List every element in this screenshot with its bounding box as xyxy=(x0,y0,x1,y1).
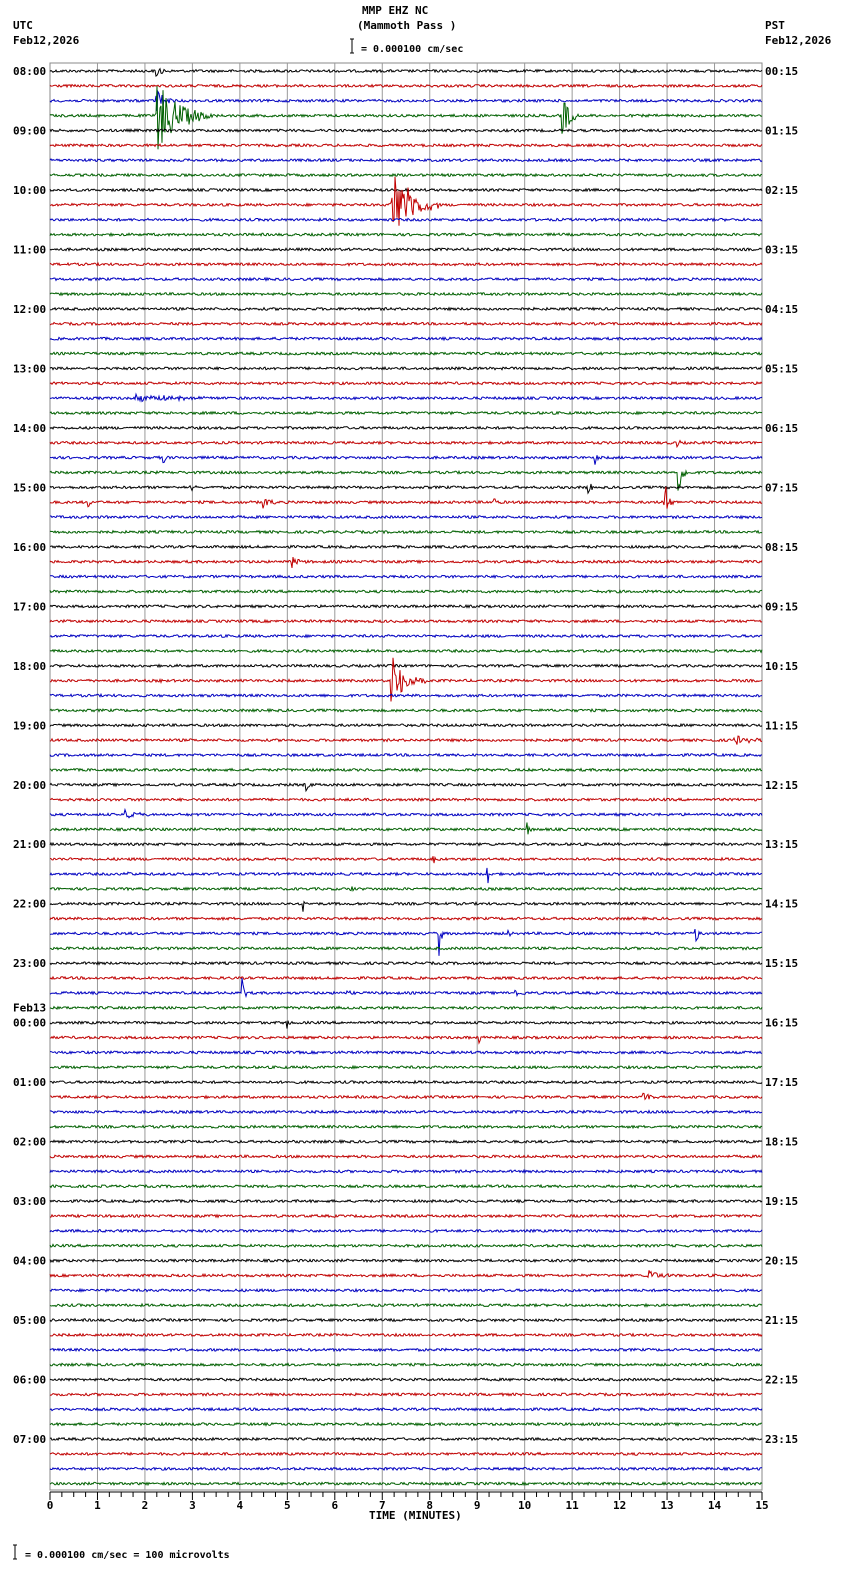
left-hour-label: 22:00 xyxy=(13,897,47,911)
x-tick-label: 11 xyxy=(565,1499,579,1512)
x-tick-label: 1 xyxy=(94,1499,101,1512)
left-date-label: Feb13 xyxy=(13,1001,47,1015)
left-hour-label: 04:00 xyxy=(13,1254,47,1268)
trace-line xyxy=(50,1423,762,1426)
trace-line xyxy=(50,1378,762,1381)
right-timezone: PST xyxy=(765,19,785,32)
trace-line xyxy=(50,962,762,965)
trace-line xyxy=(50,902,762,912)
trace-line xyxy=(50,308,762,311)
left-date: Feb12,2026 xyxy=(13,34,80,47)
right-hour-label: 14:15 xyxy=(765,897,799,911)
x-tick-label: 6 xyxy=(331,1499,339,1512)
left-hour-label: 12:00 xyxy=(13,302,47,316)
trace-line xyxy=(50,293,762,296)
trace-line xyxy=(50,1111,762,1114)
seismic-traces xyxy=(50,69,762,1485)
trace-line xyxy=(50,1126,762,1129)
trace-line xyxy=(50,856,762,863)
trace-line xyxy=(50,441,762,447)
trace-line xyxy=(50,1230,762,1233)
left-hour-label: 02:00 xyxy=(13,1135,47,1149)
trace-line xyxy=(50,233,762,236)
right-hour-label: 11:15 xyxy=(765,719,799,733)
trace-line xyxy=(50,218,762,221)
x-tick-label: 0 xyxy=(46,1499,54,1512)
trace-line xyxy=(50,516,762,519)
trace-line xyxy=(50,531,762,534)
left-hour-label: 23:00 xyxy=(13,957,47,971)
trace-line xyxy=(50,887,762,891)
trace-line xyxy=(50,323,762,326)
trace-line xyxy=(50,823,762,835)
trace-line xyxy=(50,352,762,355)
trace-line xyxy=(50,1244,762,1247)
x-tick-label: 14 xyxy=(707,1499,722,1512)
right-hour-label: 01:15 xyxy=(765,124,799,138)
left-hour-label: 15:00 xyxy=(13,481,47,495)
trace-line xyxy=(50,635,762,638)
trace-line xyxy=(50,1289,762,1292)
right-hour-label: 00:15 xyxy=(765,65,799,78)
trace-line xyxy=(50,1200,762,1203)
trace-line xyxy=(50,455,762,464)
left-hour-label: 01:00 xyxy=(13,1076,47,1090)
right-hour-label: 02:15 xyxy=(765,183,799,197)
right-hour-label: 08:15 xyxy=(765,540,799,554)
trace-line xyxy=(50,337,762,340)
right-hour-label: 16:15 xyxy=(765,1016,799,1030)
trace-line xyxy=(50,977,762,980)
x-tick-label: 10 xyxy=(518,1499,532,1512)
footer-scale-text: = 0.000100 cm/sec = 100 microvolts xyxy=(25,1550,230,1561)
right-hour-label: 21:15 xyxy=(765,1314,799,1328)
left-hour-label: 09:00 xyxy=(13,124,47,138)
trace-line xyxy=(50,929,762,956)
trace-line xyxy=(50,917,762,920)
trace-line xyxy=(50,367,762,370)
trace-line xyxy=(50,394,762,401)
trace-line xyxy=(50,278,762,281)
left-hour-label: 07:00 xyxy=(13,1433,47,1447)
trace-line xyxy=(50,1438,762,1441)
right-date: Feb12,2026 xyxy=(765,34,832,47)
right-hour-label: 09:15 xyxy=(765,600,799,614)
right-hour-label: 05:15 xyxy=(765,362,799,376)
trace-line xyxy=(50,86,762,149)
left-hour-label: 00:00 xyxy=(13,1016,47,1030)
left-hour-label: 03:00 xyxy=(13,1195,47,1209)
right-hour-label: 04:15 xyxy=(765,302,799,316)
trace-line xyxy=(50,868,762,883)
trace-line xyxy=(50,487,762,509)
left-hour-label: 21:00 xyxy=(13,838,47,852)
trace-line xyxy=(50,1215,762,1218)
trace-line xyxy=(50,665,762,668)
trace-line xyxy=(50,724,762,727)
trace-line xyxy=(50,174,762,177)
x-tick-label: 4 xyxy=(236,1499,244,1512)
trace-line xyxy=(50,1051,762,1054)
left-hour-label: 19:00 xyxy=(13,719,47,733)
trace-line xyxy=(50,620,762,623)
x-tick-label: 15 xyxy=(755,1499,769,1512)
x-tick-label: 12 xyxy=(612,1499,627,1512)
trace-line xyxy=(50,650,762,653)
left-hour-label: 06:00 xyxy=(13,1373,47,1387)
trace-line xyxy=(50,1081,762,1084)
trace-line xyxy=(50,1334,762,1337)
trace-line xyxy=(50,978,762,996)
left-hour-label: 20:00 xyxy=(13,778,47,792)
x-tick-label: 9 xyxy=(473,1499,481,1512)
trace-line xyxy=(50,1482,762,1485)
station-line: MMP EHZ NC xyxy=(362,4,429,17)
trace-line xyxy=(50,1393,762,1396)
x-tick-label: 7 xyxy=(378,1499,386,1512)
trace-line xyxy=(50,843,762,846)
right-hour-label: 03:15 xyxy=(765,243,799,257)
trace-line xyxy=(50,810,762,818)
trace-line xyxy=(50,769,762,772)
right-hour-label: 22:15 xyxy=(765,1373,799,1387)
right-hour-label: 13:15 xyxy=(765,838,799,852)
trace-line xyxy=(50,557,762,568)
trace-line xyxy=(50,484,762,493)
left-hour-label: 08:00 xyxy=(13,65,47,78)
trace-line xyxy=(50,1304,762,1307)
left-hour-label: 16:00 xyxy=(13,540,47,554)
trace-line xyxy=(50,1155,762,1158)
left-hour-label: 14:00 xyxy=(13,421,47,435)
right-hour-label: 17:15 xyxy=(765,1076,799,1090)
trace-line xyxy=(50,1363,762,1366)
x-tick-label: 3 xyxy=(189,1499,196,1512)
x-tick-label: 5 xyxy=(284,1499,291,1512)
x-axis-title: TIME (MINUTES) xyxy=(369,1509,462,1522)
trace-line xyxy=(50,709,762,712)
trace-line xyxy=(50,1453,762,1456)
trace-line xyxy=(50,784,762,791)
trace-line xyxy=(50,798,762,801)
left-hour-label: 10:00 xyxy=(13,183,47,197)
trace-line xyxy=(50,1021,762,1029)
trace-line xyxy=(50,1270,762,1277)
left-hour-label: 05:00 xyxy=(13,1314,47,1328)
right-hour-label: 07:15 xyxy=(765,481,799,495)
trace-line xyxy=(50,382,762,385)
trace-line xyxy=(50,1408,762,1411)
trace-line xyxy=(50,694,762,697)
trace-line xyxy=(50,1140,762,1143)
right-hour-label: 12:15 xyxy=(765,778,799,792)
left-hour-label: 18:00 xyxy=(13,659,47,673)
scale-text: = 0.000100 cm/sec xyxy=(361,44,464,55)
trace-line xyxy=(50,1185,762,1188)
trace-line xyxy=(50,546,762,549)
trace-line xyxy=(50,189,762,192)
trace-line xyxy=(50,590,762,593)
x-tick-label: 2 xyxy=(141,1499,149,1512)
trace-line xyxy=(50,144,762,147)
station-name: (Mammoth Pass ) xyxy=(357,19,457,32)
trace-line xyxy=(50,1319,762,1322)
trace-line xyxy=(50,575,762,578)
trace-line xyxy=(50,947,762,950)
right-hour-label: 19:15 xyxy=(765,1195,799,1209)
trace-line xyxy=(50,1349,762,1352)
trace-line xyxy=(50,69,762,76)
left-hour-label: 17:00 xyxy=(13,600,47,614)
trace-line xyxy=(50,1170,762,1173)
right-hour-label: 10:15 xyxy=(765,659,799,673)
trace-line xyxy=(50,736,762,745)
right-hour-label: 15:15 xyxy=(765,957,799,971)
x-tick-label: 13 xyxy=(660,1499,674,1512)
right-hour-label: 20:15 xyxy=(765,1254,799,1268)
left-hour-label: 13:00 xyxy=(13,362,47,376)
trace-line xyxy=(50,1007,762,1010)
trace-line xyxy=(50,1468,762,1471)
x-tick-label: 8 xyxy=(426,1499,434,1512)
right-hour-label: 18:15 xyxy=(765,1135,799,1149)
trace-line xyxy=(50,159,762,162)
trace-line xyxy=(50,129,762,132)
trace-line xyxy=(50,427,762,430)
trace-line xyxy=(50,1036,762,1043)
trace-line xyxy=(50,412,762,415)
trace-line xyxy=(50,754,762,757)
trace-line xyxy=(50,263,762,266)
right-hour-label: 23:15 xyxy=(765,1433,799,1447)
left-timezone: UTC xyxy=(13,19,33,32)
left-hour-label: 11:00 xyxy=(13,243,47,257)
trace-line xyxy=(50,1259,762,1262)
trace-line xyxy=(50,605,762,608)
trace-line xyxy=(50,1066,762,1069)
right-hour-label: 06:15 xyxy=(765,421,799,435)
trace-line xyxy=(50,1093,762,1099)
trace-line xyxy=(50,248,762,251)
